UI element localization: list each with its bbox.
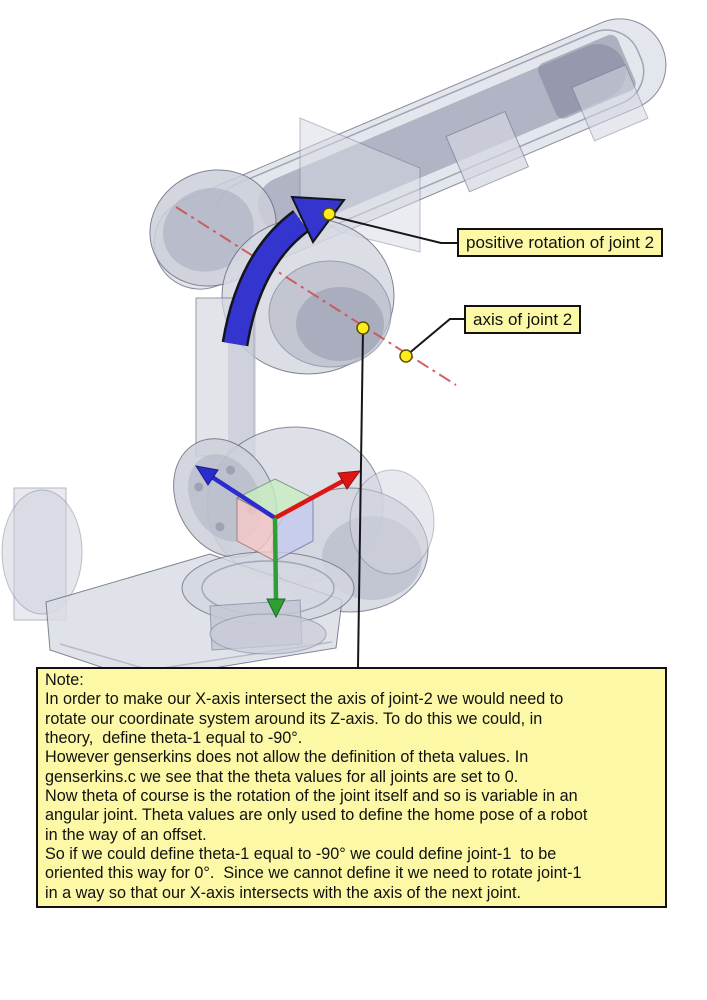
note-line: angular joint. Theta values are only used to define the home pose of a robot [45, 806, 588, 825]
note-line: rotate our coordinate system around its Z-axis. To do this we could, in [45, 709, 543, 728]
note-line: in the way of an offset. [45, 825, 207, 844]
note-line: theory, define theta-1 equal to -90°. [45, 729, 303, 748]
green-axis-arrow [275, 518, 276, 601]
marker-dot-rotation [323, 208, 335, 220]
note-line: However genserkins does not allow the definition of theta values. In [45, 748, 529, 767]
note-line: So if we could define theta-1 equal to -90° we could define joint-1 to be [45, 845, 557, 864]
robot-base [46, 552, 354, 680]
callout-label: axis of joint 2 [473, 310, 573, 329]
callout-positive-rotation-of-joint-2 [457, 228, 663, 257]
leader-line-axis [407, 319, 464, 355]
note-line: Note: [45, 671, 84, 689]
note-line: Now theta of course is the rotation of the joint itself and so is variable in an [45, 787, 578, 806]
note-line: In order to make our X-axis intersect the axis of joint-2 we would need to [45, 690, 564, 709]
callout-label: positive rotation of joint 2 [466, 233, 655, 252]
note-line: in a way so that our X-axis intersects with the axis of the next joint. [45, 883, 521, 902]
marker-dot-axis-near [357, 322, 369, 334]
note-box [36, 667, 667, 908]
note-line: oriented this way for 0°. Since we cannot define it we need to rotate joint-1 [45, 864, 582, 883]
note-line: genserkins.c we see that the theta values for all joints are set to 0. [45, 767, 519, 786]
marker-dot-axis-far [400, 350, 412, 362]
callout-axis-of-joint-2 [464, 305, 581, 334]
